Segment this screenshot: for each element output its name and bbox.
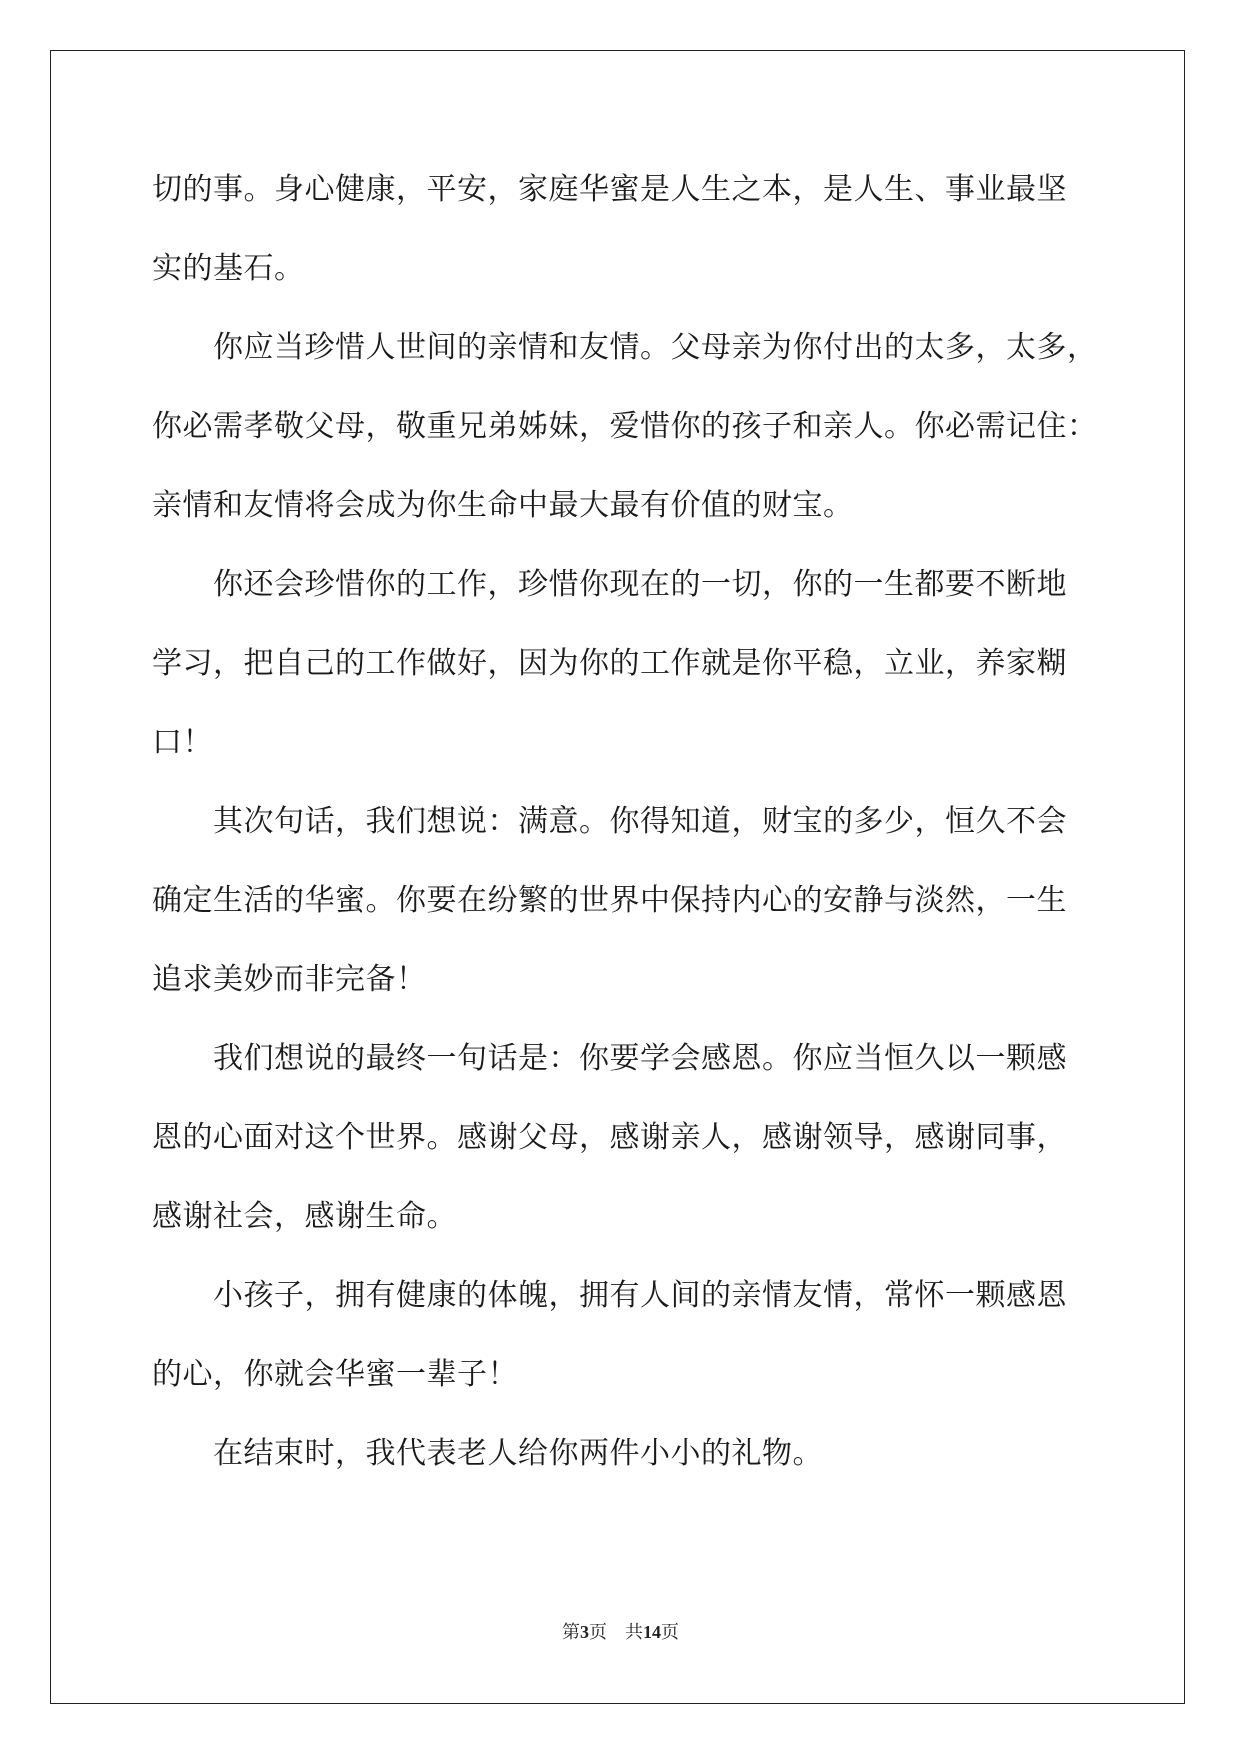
page-footer	[0, 1618, 1241, 1644]
text-line: 确定生活的华蜜。你要在纷繁的世界中保持内心的安静与淡然，一生	[152, 883, 1067, 918]
text-line: 口！	[152, 725, 213, 760]
text-line: 的心，你就会华蜜一辈子！	[152, 1357, 518, 1392]
paragraph-start-line: 小孩子，拥有健康的体魄，拥有人间的亲情友情，常怀一颗感恩	[213, 1278, 1067, 1313]
text-line: 亲情和友情将会成为你生命中最大最有价值的财宝。	[152, 488, 854, 523]
text-line: 学习，把自己的工作做好，因为你的工作就是你平稳，立业，养家糊	[152, 646, 1067, 681]
text-line: 实的基石。	[152, 251, 305, 286]
total-suffix: 页	[661, 1622, 679, 1642]
page-suffix: 页	[589, 1622, 607, 1642]
page-number: 3	[580, 1622, 589, 1642]
paragraph-start-line: 你应当珍惜人世间的亲情和友情。父母亲为你付出的太多，太多，	[213, 330, 1098, 365]
page-prefix: 第	[562, 1622, 580, 1642]
text-line: 感谢社会，感谢生命。	[152, 1199, 457, 1234]
total-pages: 14	[643, 1622, 661, 1642]
paragraph-start-line: 我们想说的最终一句话是：你要学会感恩。你应当恒久以一颗感	[213, 1041, 1067, 1076]
paragraph-start-line: 在结束时，我代表老人给你两件小小的礼物。	[213, 1436, 823, 1471]
text-line: 你必需孝敬父母，敬重兄弟姊妹，爱惜你的孩子和亲人。你必需记住：	[152, 409, 1098, 444]
paragraph-start-line: 你还会珍惜你的工作，珍惜你现在的一切，你的一生都要不断地	[213, 567, 1067, 602]
text-line: 追求美妙而非完备！	[152, 962, 427, 997]
paragraph-start-line: 其次句话，我们想说：满意。你得知道，财宝的多少，恒久不会	[213, 804, 1067, 839]
document-body	[152, 160, 1098, 1503]
total-prefix: 共	[625, 1622, 643, 1642]
text-line: 切的事。身心健康，平安，家庭华蜜是人生之本，是人生、事业最坚	[152, 172, 1067, 207]
text-line: 恩的心面对这个世界。感谢父母，感谢亲人，感谢领导，感谢同事，	[152, 1120, 1067, 1155]
